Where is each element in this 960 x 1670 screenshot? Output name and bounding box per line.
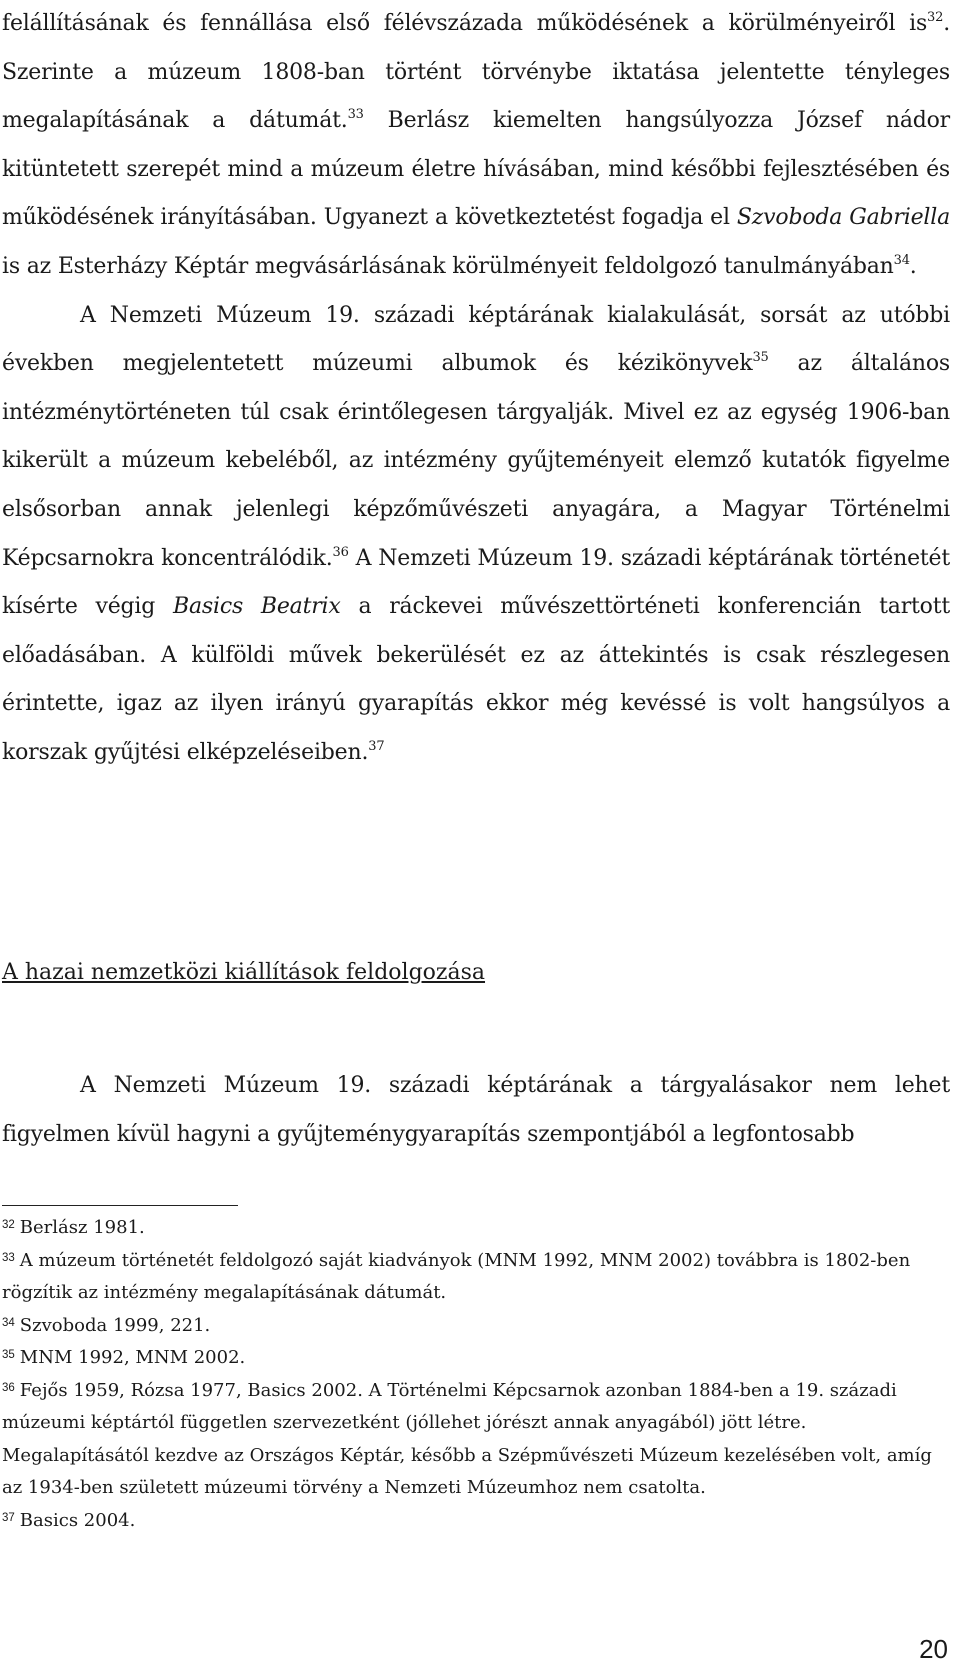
- footnote-37: $^{37}$ Basics 2004.: [2, 1509, 136, 1531]
- footnote-34: $^{34}$ Szvoboda 1999, 221.: [2, 1314, 211, 1336]
- author-name-szvoboda: Szvoboda Gabriella: [736, 205, 950, 231]
- footnote-number: 37: [2, 1511, 15, 1524]
- section-heading: A hazai nemzetközi kiállítások feldolgozása: [2, 960, 486, 985]
- footnote-33: $^{33}$ A múzeum történetét feldolgozó saját kiadványok (MNM 1992, MNM 2002) továbbra is 1802-ben rögzítik az intézmény megalapításának dátumát.: [2, 1249, 911, 1303]
- footnote-32: $^{32}$ Berlász 1981.: [2, 1217, 145, 1238]
- author-name-basics: Basics Beatrix: [173, 594, 341, 620]
- footnote-ref-37[interactable]: 37: [368, 738, 385, 754]
- footnote-number: 32: [2, 1219, 15, 1231]
- paragraph-3: A Nemzeti Múzeum 19. századi képtárának a tárgyalásakor nem lehet figyelmen kívül hagyni a gyűjteménygyarapítás szempontjából a legfontosabb: [2, 1073, 950, 1147]
- footnote-number: 35: [2, 1349, 15, 1361]
- footnote-number: 33: [2, 1251, 15, 1264]
- footnote-divider: [2, 1205, 238, 1206]
- footnote-ref-34[interactable]: 34: [893, 252, 910, 268]
- footnote-35: $^{35}$ MNM 1992, MNM 2002.: [2, 1347, 246, 1368]
- footnote-36: $^{36}$ Fejős 1959, Rózsa 1977, Basics 2002. A Történelmi Képcsarnok azonban 1884-ben a 19. századi múzeumi képtártól független szervezetként (jóllehet jórészt annak anyagából) jött létre. Megalapításától kezdve az Országos Képtár, később a Szépművészeti Múzeum kezelésében volt, amíg az 1934-ben született múzeumi törvény a Nemzeti Múzeumhoz nem csatolta.: [2, 1379, 932, 1498]
- paragraph-2: A Nemzeti Múzeum 19. századi képtárának kialakulását, sorsát az utóbbi években megjelentetett múzeumi albumok és kézikönyvek$^{35}$ az általános intézménytörténeten túl csak érintőlegesen tárgyalják. Mivel ez az egység 1906-ban kikerült a múzeum kebeléből, az intézmény gyűjteményeit elemző kutatók figyelme elsősorban annak jelenlegi képzőművészeti anyagára, a Magyar Történelmi Képcsarnokra koncentrálódik.$^{36}$ A Nemzeti Múzeum 19. századi képtárának történetét kísérte végig Basics Beatrix a ráckevei művészettörténeti konferencián tartott előadásában. A külföldi művek bekerülését ez az áttekintés is csak részlegesen érintette, igaz az ilyen irányú gyarapítás ekkor még kevéssé is volt hangsúlyos a korszak gyűjtési elképzeléseiben.$^{37}$: [2, 302, 950, 765]
- footnote-ref-35[interactable]: 35: [752, 350, 769, 366]
- paragraph-1: felállításának és fennállása első félévszázada működésének a körülményeiről $is^{32}$. Szerinte a múzeum 1808-ban történt törvénybe iktatása jelentette tényleges megalapításának a dátumát.$^{33}$ Berlász kiemelten hangsúlyozza József nádor kitüntetett szerepét mind a múzeum életre hívásában, mind későbbi fejlesztésében és működésének irányításában. Ugyanezt a következtetést fogadja el Szvoboda Gabriella is az Esterházy Képtár megvásárlásának körülményeit feldolgozó tanulmányában$^{34}$.: [2, 10, 950, 279]
- footnote-ref-33[interactable]: 33: [347, 107, 364, 123]
- main-body-text: [2, 0, 950, 778]
- footnote-number: 34: [2, 1316, 15, 1329]
- footnote-ref-36[interactable]: 36: [332, 544, 349, 560]
- footnotes: [2, 1212, 950, 1537]
- footnote-number: 36: [2, 1381, 15, 1394]
- footnote-ref-32[interactable]: 32: [927, 10, 944, 25]
- page-number: 20: [919, 1634, 948, 1664]
